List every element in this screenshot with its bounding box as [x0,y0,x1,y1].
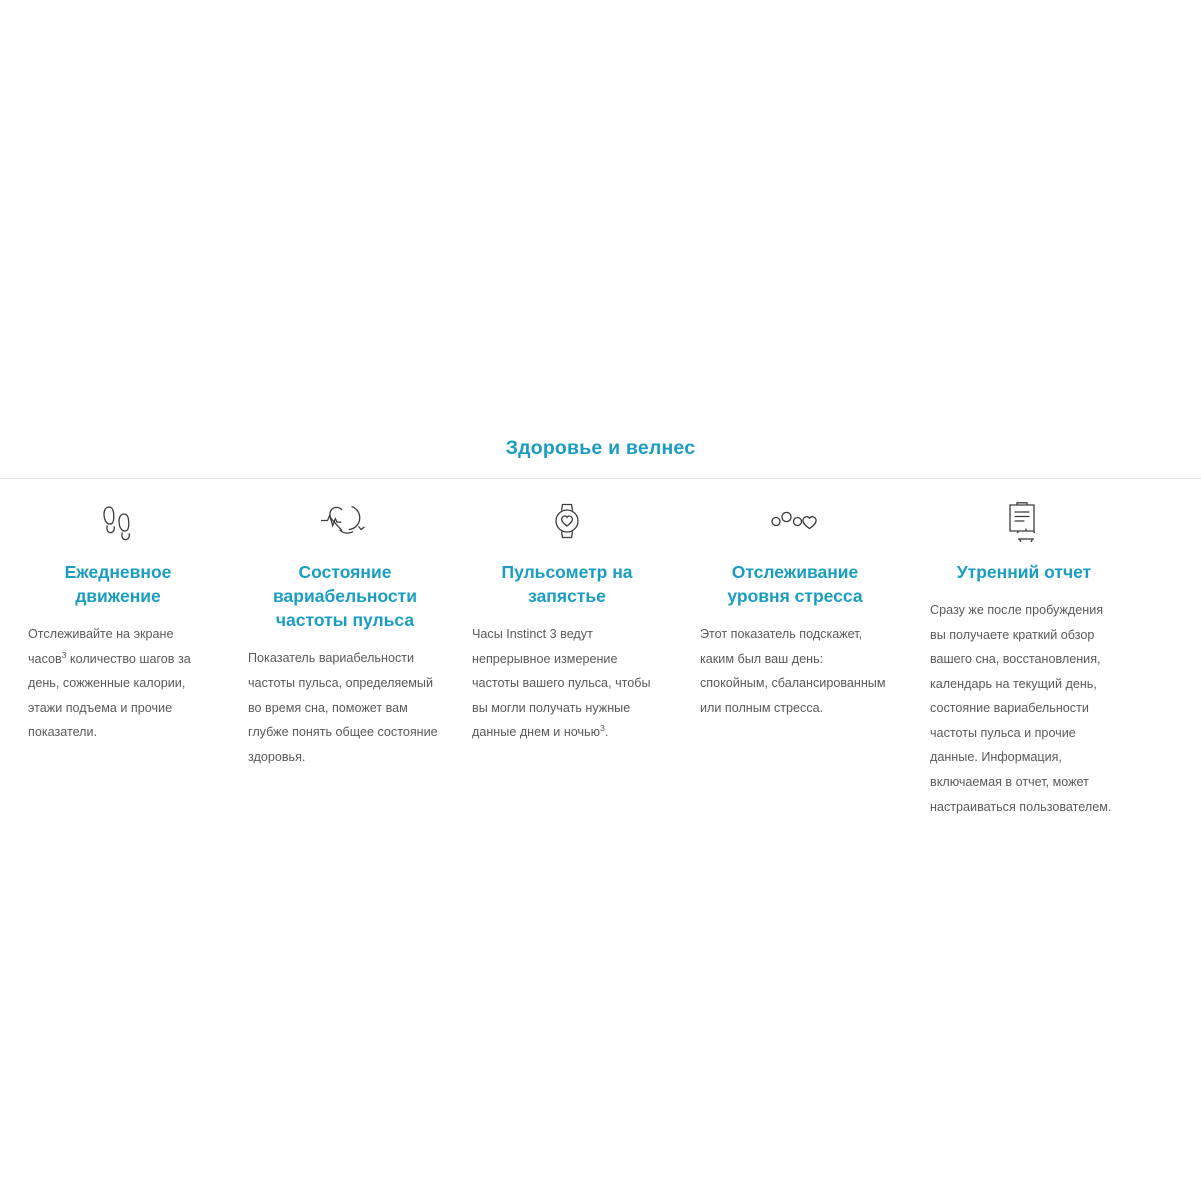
feature-card-morning-report [904,492,1130,819]
wrist-heart-rate-icon [547,492,587,550]
feature-text-after: . [604,725,609,740]
footsteps-icon [96,492,140,550]
feature-description [700,622,890,720]
feature-title: Утренний отчет [956,562,1092,582]
feature-text-before: Показатель вариабельности частоты пульса, определяемый во время сна, поможет вам глубже понять общее состояние здоровья. [248,651,438,764]
section-divider [0,478,1201,479]
feature-text-after: количество шагов за день, сожженные калории, этажи подъема и прочие показатели. [28,651,191,740]
feature-title: Состояние вариабельности частоты пульса [273,562,417,631]
feature-columns [0,492,1201,819]
feature-description [28,622,208,745]
feature-card-wrist-heart-rate [452,492,678,745]
feature-card-hrv-status [226,492,452,769]
feature-card-stress-tracking [678,492,904,720]
feature-title: Пульсометр на запястье [501,562,633,607]
feature-description [930,598,1118,819]
feature-footnote-marker: 3 [61,649,67,660]
feature-text-before: Сразу же после пробуждения вы получаете краткий обзор вашего сна, восстановления, календарь на текущий день, состояние вариабельности частоты пульса и прочие данные. Информация, включаемая в отчет, может настраиваться пользователем. [930,603,1112,814]
feature-text-before: Этот показатель подскажет, каким был ваш день: спокойным, сбалансированным или полным стресса. [700,627,886,715]
feature-text-before: Часы Instinct 3 ведут непрерывное измерение частоты вашего пульса, чтобы вы могли получать нужные данные днем и ночью [472,627,651,740]
feature-title: Ежедневное движение [64,562,172,607]
feature-title: Отслеживание уровня стресса [727,562,863,607]
stress-level-icon [769,492,821,550]
feature-card-daily-movement [0,492,226,745]
feature-description [472,622,662,745]
section-heading: Здоровье и велнес [505,437,696,459]
feature-description [248,646,442,769]
heart-rate-variability-icon [320,492,370,550]
morning-report-clipboard-icon [1002,492,1046,550]
feature-text-before: Отслеживайте на экране часов [28,627,174,666]
feature-footnote-marker: 3 [600,723,605,734]
